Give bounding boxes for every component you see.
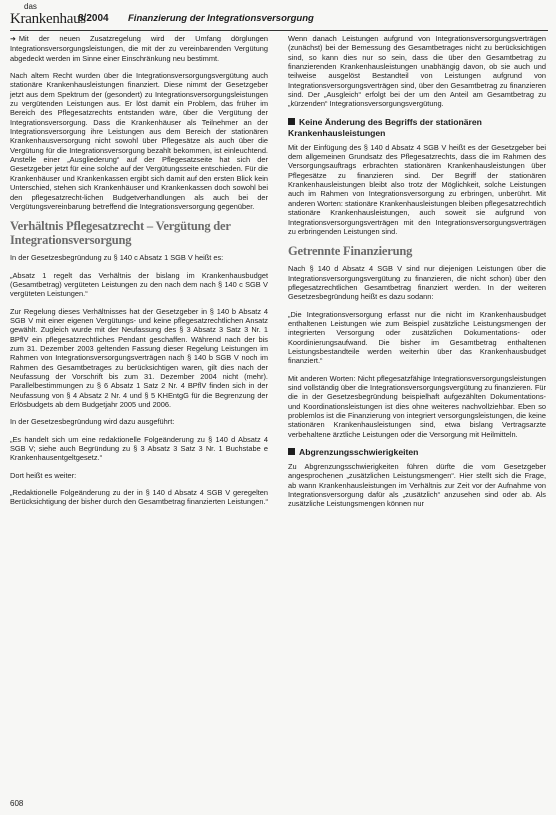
left-column	[10, 34, 268, 515]
logo-small-text: das	[24, 2, 37, 11]
square-bullet-icon	[288, 448, 295, 455]
left-paragraph-6: Dort heißt es weiter:	[10, 470, 77, 480]
running-title: Finanzierung der Integrationsversorgung	[128, 13, 314, 24]
right-paragraph-2: Mit der Einfügung des § 140 d Absatz 4 SGB V heißt es der Gesetzgeber bei dem allgemeinen Grundsatz des Pflegesatzrechts, dass die im Rahmen des Versorgungsauftrags erbrachten stationären Krankenhausleistungen über Pflegesätze zu finanzieren sind. Der Begriff der stationären Krankenhausleistungen bleibt also trotz der Möglichkeit, solche Leistungen auch im Rahmen von Integrationsversorgung zu erbringen, unberührt. Mit anderen Worten: stationäre Krankenhausleistungen bleiben pflegesatzrechtlich stationäre Krankenhausleistungen, auch soweit sie aufgrund von Integrationsversorgungsverträgen mit den Integrationsversorgungsverträgen zu erbringenden Leistungen sind.	[288, 142, 546, 236]
subheading-abgrenzung: Abgrenzungsschwierigkeiten	[288, 447, 546, 458]
left-paragraph-2: Nach altem Recht wurden über die Integrationsversorgungsvergütung auch stationäre Krankenhausleistungen finanziert. Diese nimmt der Gesetzgeber jetzt aus dem Spektrum der (gesondert) zu Integrationsversorgungsleistungen zu vergütenden Leistungen aus. Er löst damit ein Problem, das früher im Bereich des Pflegesatzrechts entstanden wäre, über die Vergütung der Integrationsversorgung. Dass die Krankenhäuser als Teilnehmer an der Integrationsversorgung ihre Leistungen aus dem Bereich der stationären Krankenhausversorgung nicht sowohl über Pflegesätze als auch über die Vergütung für die Integrationsversorgung bezahlt bekommen, ist einleuchtend. Anstelle einer „Ausgliederung“ auf der Pflegesatzseite hat sich der Gesetzgeber jetzt für eine solche auf der Vergütungsseite entschieden. Für die Krankenhäuser und Krankenkassen ergibt sich damit auf den ersten Blick kein Unterschied, stehen sich Krankenhäuser und Krankenkassen doch sowohl bei den pflegesatzrecht-lichen Budgetverhandlungen als auch bei der Vergütungsvereinbarung betreffend die Integrationsversorgung gegenüber.	[10, 71, 268, 211]
section-heading: Verhältnis Pflegesatzrecht – Vergütung der Integrationsversorgung	[10, 219, 231, 248]
right-paragraph-3: Nach § 140 d Absatz 4 SGB V sind nur diejenigen Leistungen über die Integrationsversorgungsvergütung zu finanzieren, die nicht schon) über den pflegesatzrechtlichen Gesamtbetrag finanziert werden. In der weiteren Gesetzesbegründung heißt es dazu sodann:	[288, 264, 546, 302]
page-header	[10, 4, 548, 31]
square-bullet-icon	[288, 118, 295, 125]
left-paragraph-3: In der Gesetzesbegründung zu § 140 c Absatz 1 SGB V heißt es:	[10, 253, 224, 263]
quote-3: „Redaktionelle Folgeänderung zu der in § 140 d Absatz 4 SGB V geregelten Berücksichtigung der bisher durch den Gesamtbetrag finanzierten Leistungen.“	[10, 488, 269, 507]
arrow-bullet-icon: ➜	[10, 36, 16, 43]
journal-logo	[10, 2, 86, 28]
left-paragraph-5: In der Gesetzesbegründung wird dazu ausgeführt:	[10, 417, 175, 427]
logo-large-text: Krankenhaus	[10, 11, 86, 27]
quote-1: „Absatz 1 regelt das Verhältnis der bislang im Krankenhausbudget (Gesamtbetrag) vergüteten Leistungen zu den nach dem nach § 140 c SGB V vergüteten Leistungen.“	[10, 270, 268, 299]
left-paragraph-4: Zur Regelung dieses Verhältnisses hat der Gesetzgeber in § 140 b Absatz 4 SGB V mit einer eigenen Vergütungs- und keine pflegesatzrechtlichen Ansatz gewählt. Zugleich wurde mit der Neufassung des § 3 Absatz 3 Satz 3 Nr. 1 BPflV ein pflegesatzrechtliches Pendant geschaffen. Während nach der bis zum 31. Dezember 2003 geltenden Fassung dieser Regelung Leistungen im Rahmen von Integrationsversorgungsverträgen nach § 140 b SGB V noch im Rahmen des Gesamtbetrages zu berücksichtigen waren, gilt dies nach der Neufassung der Vorschrift bis zum 31. Dezember 2004 nicht (mehr). Parallelbestimmungen zu § 6 Absatz 1 Satz 2 Nr. 4 BPflV finden sich in der Neufassung von § 4 Absatz 2 Nr. 4 und § 5 KHEntgG für die Begrenzung der Erlösbudgets ab dem Budgetjahr 2005 und 2006.	[10, 306, 268, 409]
right-column	[288, 34, 546, 517]
quote-2: „Es handelt sich um eine redaktionelle Folgeänderung zu § 140 d Absatz 4 SGB V; siehe auch Begründung zu § 3 Absatz 3 Satz 3 Nr. 1 Buchstabe e Krankenhausentgeltgesetz.“	[10, 434, 268, 463]
right-paragraph-4: Mit anderen Worten: Nicht pflegesatzfähige Integrationsversorgungsleistungen sind vollständig über die Integrationsversorgungsvergütung zu finanzieren. Für die in der Gesetzesbegründung beispielhaft aufgezählten Dokumentations- und Koordinationsleistungen ist dies ohne weiteres nachvollziehbar. Eben so problemlos ist die Finanzierung von integriert versorgungsleistungen, die keine stationären Krankenhausleistungen sind, etwa bislang Vertragsarzte verbehaltene ärztliche Leistungen oder die Versorgung mit Heilmitteln.	[288, 373, 546, 439]
left-paragraph-1: ➜ Mit der neuen Zusatzregelung wird der Umfang dörglungen Integrationsversorgungsleistungen, die mit der zu vereinbarenden Vergütung abgedeckt werden im Sinne einer Einschränkung neu bestimmt.	[10, 34, 268, 63]
issue-number: 8/2004	[78, 13, 109, 24]
right-paragraph-1: Wenn danach Leistungen aufgrund von Integrationsversorgungsverträgen (zunächst) bei der Bemessung des Gesamtbetrages nicht zu berücksichtigen sind, so kann dies nur so sein, dass die über den Gesamtbetrag zu finanzierenden Krankenhausleistungen unabhängig davon, ob sie auch und teilweise ausgelöst Bestandteil von Leistungen aufgrund von Integrationsversorgungsverträgen sind, über den Gesamtbetrag zu finanzieren sind. Der „Ausgleich“ erfolgt bei der um den Anteil am Gesamtbetrag zu „kürzenden“ Integrationsversorgungsvergütung.	[288, 34, 546, 109]
section-heading-getrennte-finanzierung: Getrennte Finanzierung	[288, 244, 413, 259]
right-quote-1: „Die Integrationsversorgung erfasst nur die nicht im Krankenhausbudget enthaltenen Leistungen wie zum Beispiel zusätzliche Leistungsmengen der integrierten Versorgung oder zusätzlichen Dokumentations- oder Koordinierungsaufwand. Die bisher im Gesamtbetrag enthaltenen Leistungsbestandteile werden weiterhin über das Krankenhausbudget finanziert.“	[288, 309, 546, 366]
page-number: 608	[10, 799, 24, 808]
right-paragraph-5: Zu Abgrenzungsschwierigkeiten führen dürfte die vom Gesetzgeber angesprochenen „zusätzlichen Leistungsmengen“. Hier stellt sich die Frage, ab wann Krankenhausleistungen im Verhältnis zur Zeit vor der Aufnahme von Integrationsversorgung dafür als „zusätzlich“ anzusehen sind oder ab. Als zusätzliche Leistungsmengen können nur	[288, 462, 546, 509]
subheading-keine-aenderung: Keine Änderung des Begriffs der stationären Krankenhausleistungen	[288, 116, 482, 138]
